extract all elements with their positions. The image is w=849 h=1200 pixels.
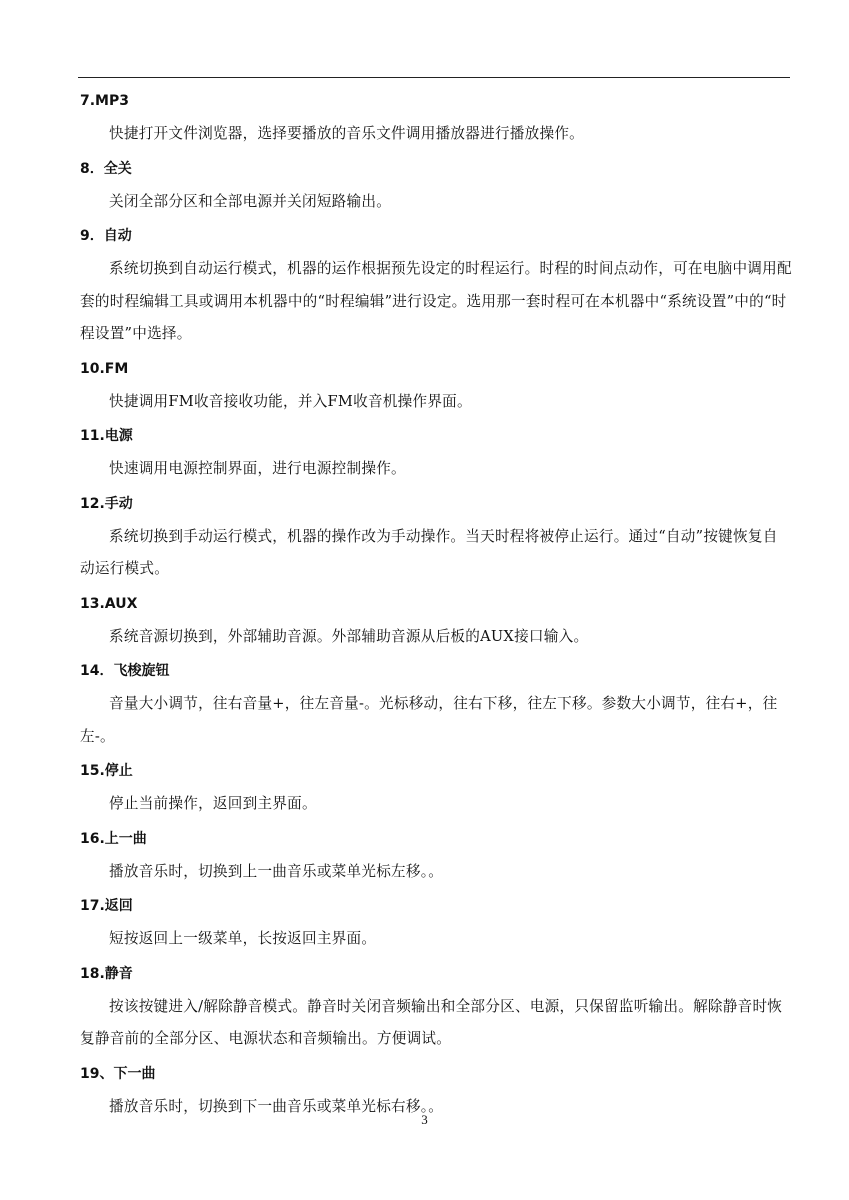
section [80,219,792,351]
section-paragraph: 快速调用电源控制界面，进行电源控制操作。 [109,460,406,477]
section-heading: 12.手动 [80,495,133,512]
section-heading: 15.停止 [80,763,133,779]
section-paragraph: 音量大小调节，往右音量+，往左音量-。光标移动，往右下移，往左下移。参数大小调节，往右+，往左-。 [80,695,778,745]
section [80,654,792,753]
section-heading: 8．全关 [80,160,132,177]
section [80,754,792,821]
section-heading: 10.FM [80,360,129,377]
section-heading: 19、下一曲 [80,1065,156,1082]
section-paragraph: 短按返回上一级菜单，长按返回主界面。 [109,930,377,947]
section [80,822,792,889]
page-number: 3 [421,1112,428,1127]
document-body [80,84,792,1124]
section-paragraph: 系统切换到手动运行模式，机器的操作改为手动操作。当天时程将被停止运行。通过“自动”按键恢复自动运行模式。 [80,527,778,577]
section-paragraph: 系统音源切换到，外部辅助音源。外部辅助音源从后板的AUX接口输入。 [109,627,589,645]
section-paragraph: 播放音乐时，切换到上一曲音乐或菜单光标左移。。 [109,862,444,880]
section-heading: 7.MP3 [80,93,129,109]
section [80,352,792,419]
header-rule [78,77,790,78]
section-heading: 16.上一曲 [80,830,147,847]
section [80,152,792,219]
section-paragraph: 快捷打开文件浏览器，选择要播放的音乐文件调用播放器进行播放操作。 [109,125,585,142]
section [80,889,792,956]
section-heading: 13.AUX [80,595,138,612]
section-paragraph: 系统切换到自动运行模式，机器的运作根据预先设定的时程运行。时程的时间点动作，可在电脑中调用配套的时程编辑工具或调用本机器中的“时程编辑”进行设定。选用那一套时程可在本机器中“系统设置”中的“时程设置”中选择。 [80,260,792,342]
section-heading: 11.电源 [80,428,133,444]
section [80,587,792,654]
section-heading: 17.返回 [80,898,133,914]
section [80,957,792,1056]
section-paragraph: 关闭全部分区和全部电源并关闭短路输出。 [109,192,392,210]
section-heading: 14．飞梭旋钮 [80,663,170,679]
section-paragraph: 播放音乐时，切换到下一曲音乐或菜单光标右移。。 [109,1097,444,1115]
section-paragraph: 快捷调用FM收音接收功能，并入FM收音机操作界面。 [109,392,472,410]
section-paragraph: 按该按键进入/解除静音模式。静音时关闭音频输出和全部分区、电源，只保留监听输出。解除静音时恢复静音前的全部分区、电源状态和音频输出。方便调试。 [80,997,783,1047]
section [80,84,792,151]
section-heading: 18.静音 [80,965,133,982]
section-heading: 9．自动 [80,228,132,244]
section [80,419,792,486]
section [80,487,792,586]
section-paragraph: 停止当前操作，返回到主界面。 [109,795,317,812]
